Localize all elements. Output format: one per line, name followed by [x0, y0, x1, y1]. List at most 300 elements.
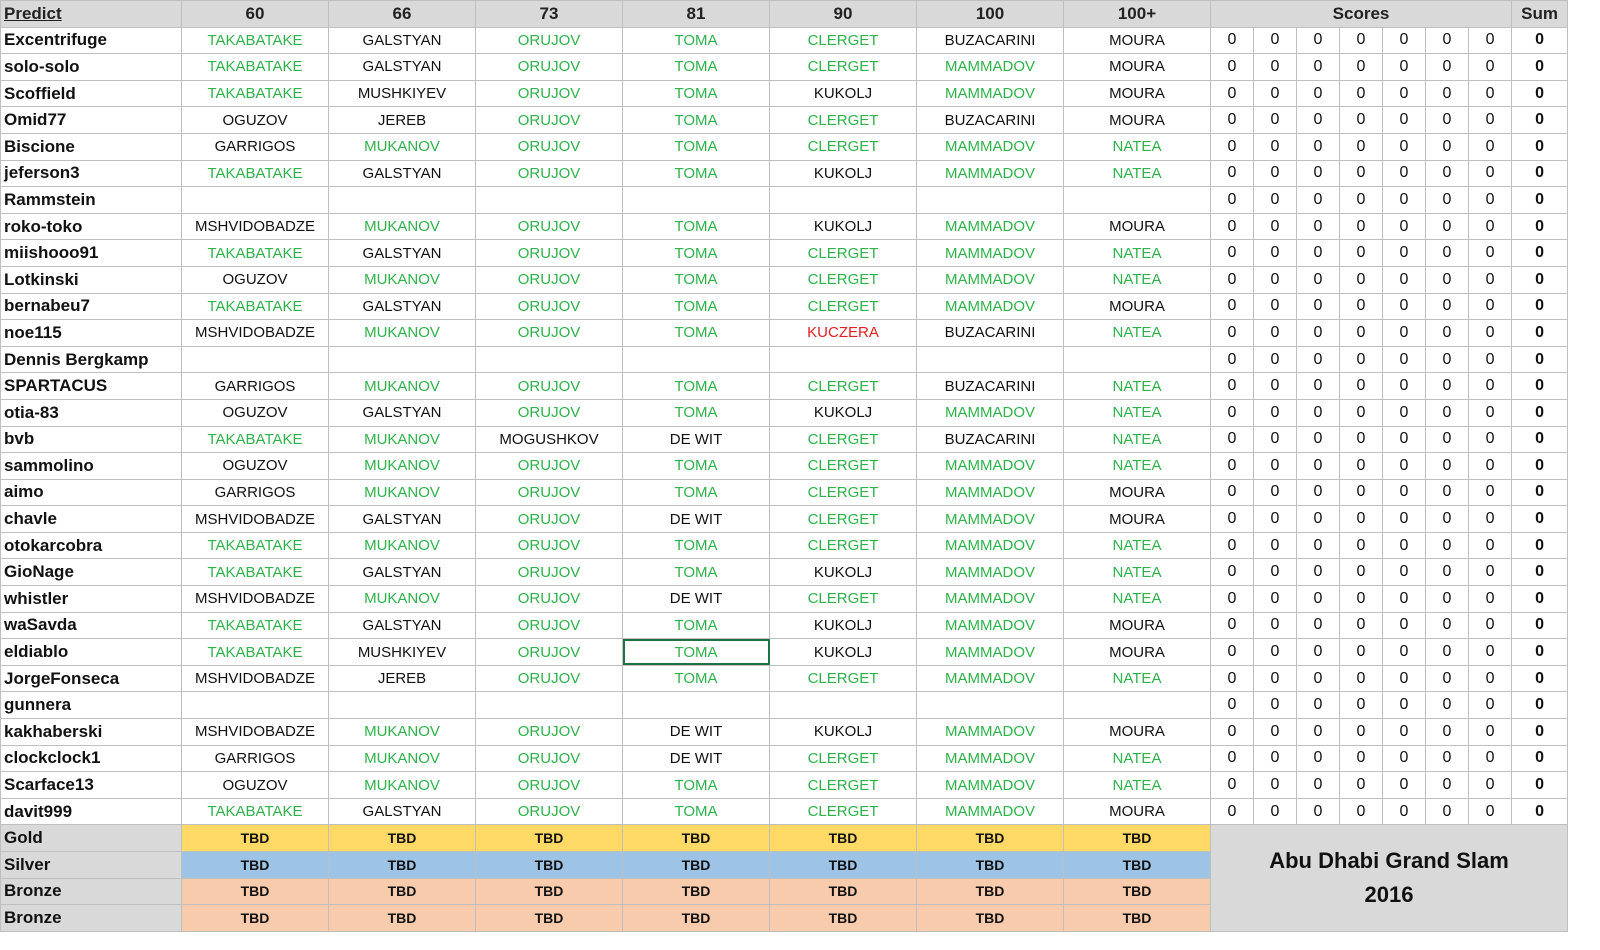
prediction-cell[interactable]	[329, 346, 476, 373]
score-cell[interactable]: 0	[1211, 399, 1254, 426]
score-cell[interactable]: 0	[1297, 639, 1340, 666]
score-cell[interactable]: 0	[1254, 320, 1297, 347]
prediction-cell[interactable]: MOURA	[1064, 107, 1211, 134]
medal-result-cell[interactable]: TBD	[917, 905, 1064, 932]
score-cell[interactable]: 0	[1297, 107, 1340, 134]
player-name[interactable]: eldiablo	[1, 639, 182, 666]
score-cell[interactable]: 0	[1254, 798, 1297, 825]
player-name[interactable]: bvb	[1, 426, 182, 453]
prediction-cell[interactable]: MUKANOV	[329, 719, 476, 746]
score-cell[interactable]: 0	[1340, 772, 1383, 799]
prediction-cell[interactable]	[623, 346, 770, 373]
medal-label[interactable]: Bronze	[1, 878, 182, 905]
prediction-cell[interactable]: MAMMADOV	[917, 612, 1064, 639]
sum-cell[interactable]: 0	[1512, 80, 1568, 107]
weight-class-header[interactable]: 100	[917, 1, 1064, 28]
prediction-cell[interactable]: ORUJOV	[476, 559, 623, 586]
score-cell[interactable]: 0	[1426, 665, 1469, 692]
scores-header[interactable]: Scores	[1211, 1, 1512, 28]
prediction-cell[interactable]: TOMA	[623, 213, 770, 240]
score-cell[interactable]: 0	[1254, 612, 1297, 639]
score-cell[interactable]: 0	[1469, 772, 1512, 799]
prediction-cell[interactable]: NATEA	[1064, 240, 1211, 267]
score-cell[interactable]: 0	[1254, 719, 1297, 746]
prediction-cell[interactable]: MUKANOV	[329, 213, 476, 240]
prediction-cell[interactable]: TOMA	[623, 559, 770, 586]
score-cell[interactable]: 0	[1340, 293, 1383, 320]
score-cell[interactable]: 0	[1383, 639, 1426, 666]
sum-cell[interactable]: 0	[1512, 772, 1568, 799]
prediction-cell[interactable]: MAMMADOV	[917, 133, 1064, 160]
medal-result-cell[interactable]: TBD	[623, 878, 770, 905]
score-cell[interactable]: 0	[1254, 639, 1297, 666]
prediction-cell[interactable]: MUKANOV	[329, 453, 476, 480]
score-cell[interactable]: 0	[1383, 373, 1426, 400]
score-cell[interactable]: 0	[1297, 187, 1340, 214]
medal-result-cell[interactable]: TBD	[623, 905, 770, 932]
prediction-cell[interactable]: TAKABATAKE	[182, 160, 329, 187]
prediction-cell[interactable]: KUCZERA	[770, 320, 917, 347]
player-name[interactable]: Rammstein	[1, 187, 182, 214]
score-cell[interactable]: 0	[1383, 266, 1426, 293]
score-cell[interactable]: 0	[1426, 373, 1469, 400]
score-cell[interactable]: 0	[1211, 772, 1254, 799]
prediction-cell[interactable]: MAMMADOV	[917, 559, 1064, 586]
score-cell[interactable]: 0	[1340, 27, 1383, 54]
player-name[interactable]: Excentrifuge	[1, 27, 182, 54]
prediction-cell[interactable]: NATEA	[1064, 559, 1211, 586]
prediction-cell[interactable]	[182, 187, 329, 214]
prediction-cell[interactable]: ORUJOV	[476, 80, 623, 107]
prediction-cell[interactable]: TOMA	[623, 612, 770, 639]
score-cell[interactable]: 0	[1340, 240, 1383, 267]
score-cell[interactable]: 0	[1469, 532, 1512, 559]
score-cell[interactable]: 0	[1469, 559, 1512, 586]
medal-result-cell[interactable]: TBD	[329, 825, 476, 852]
medal-result-cell[interactable]: TBD	[770, 878, 917, 905]
prediction-cell[interactable]: MUKANOV	[329, 532, 476, 559]
score-cell[interactable]: 0	[1426, 80, 1469, 107]
score-cell[interactable]: 0	[1340, 745, 1383, 772]
sum-cell[interactable]: 0	[1512, 612, 1568, 639]
score-cell[interactable]: 0	[1426, 586, 1469, 613]
score-cell[interactable]: 0	[1254, 54, 1297, 81]
medal-result-cell[interactable]: TBD	[182, 825, 329, 852]
score-cell[interactable]: 0	[1383, 240, 1426, 267]
prediction-cell[interactable]	[329, 187, 476, 214]
prediction-cell[interactable]: CLERGET	[770, 293, 917, 320]
score-cell[interactable]: 0	[1211, 293, 1254, 320]
prediction-cell[interactable]	[1064, 187, 1211, 214]
score-cell[interactable]: 0	[1383, 293, 1426, 320]
prediction-cell[interactable]: KUKOLJ	[770, 213, 917, 240]
player-name[interactable]: Lotkinski	[1, 266, 182, 293]
prediction-cell[interactable]: ORUJOV	[476, 213, 623, 240]
score-cell[interactable]: 0	[1211, 586, 1254, 613]
prediction-cell[interactable]: GARRIGOS	[182, 373, 329, 400]
prediction-cell[interactable]: NATEA	[1064, 133, 1211, 160]
prediction-cell[interactable]: TAKABATAKE	[182, 639, 329, 666]
prediction-cell[interactable]: BUZACARINI	[917, 426, 1064, 453]
prediction-cell[interactable]: MOURA	[1064, 293, 1211, 320]
prediction-cell[interactable]: NATEA	[1064, 426, 1211, 453]
score-cell[interactable]: 0	[1297, 399, 1340, 426]
score-cell[interactable]: 0	[1340, 586, 1383, 613]
prediction-cell[interactable]: CLERGET	[770, 798, 917, 825]
score-cell[interactable]: 0	[1383, 586, 1426, 613]
score-cell[interactable]: 0	[1211, 266, 1254, 293]
prediction-cell[interactable]: MOURA	[1064, 612, 1211, 639]
score-cell[interactable]: 0	[1383, 532, 1426, 559]
score-cell[interactable]: 0	[1469, 506, 1512, 533]
score-cell[interactable]: 0	[1383, 320, 1426, 347]
score-cell[interactable]: 0	[1297, 506, 1340, 533]
prediction-cell[interactable]	[917, 187, 1064, 214]
score-cell[interactable]: 0	[1383, 798, 1426, 825]
score-cell[interactable]: 0	[1469, 719, 1512, 746]
prediction-cell[interactable]: JEREB	[329, 665, 476, 692]
score-cell[interactable]: 0	[1211, 559, 1254, 586]
prediction-cell[interactable]: MAMMADOV	[917, 160, 1064, 187]
weight-class-header[interactable]: 73	[476, 1, 623, 28]
prediction-cell[interactable]: NATEA	[1064, 772, 1211, 799]
score-cell[interactable]: 0	[1340, 639, 1383, 666]
prediction-cell[interactable]: ORUJOV	[476, 27, 623, 54]
prediction-cell[interactable]: MAMMADOV	[917, 213, 1064, 240]
score-cell[interactable]: 0	[1340, 160, 1383, 187]
prediction-cell[interactable]: BUZACARINI	[917, 373, 1064, 400]
prediction-cell[interactable]: MAMMADOV	[917, 479, 1064, 506]
prediction-cell[interactable]: TOMA	[623, 107, 770, 134]
score-cell[interactable]: 0	[1340, 54, 1383, 81]
prediction-cell[interactable]: ORUJOV	[476, 453, 623, 480]
prediction-cell[interactable]: GARRIGOS	[182, 133, 329, 160]
score-cell[interactable]: 0	[1254, 133, 1297, 160]
prediction-cell[interactable]: TAKABATAKE	[182, 612, 329, 639]
score-cell[interactable]: 0	[1426, 479, 1469, 506]
prediction-cell[interactable]: KUKOLJ	[770, 612, 917, 639]
prediction-cell[interactable]: DE WIT	[623, 506, 770, 533]
prediction-cell[interactable]: KUKOLJ	[770, 80, 917, 107]
score-cell[interactable]: 0	[1211, 665, 1254, 692]
prediction-cell[interactable]: CLERGET	[770, 665, 917, 692]
score-cell[interactable]: 0	[1297, 586, 1340, 613]
sum-cell[interactable]: 0	[1512, 426, 1568, 453]
score-cell[interactable]: 0	[1297, 426, 1340, 453]
prediction-cell[interactable]: TAKABATAKE	[182, 54, 329, 81]
prediction-cell[interactable]	[476, 187, 623, 214]
score-cell[interactable]: 0	[1297, 745, 1340, 772]
score-cell[interactable]: 0	[1211, 27, 1254, 54]
score-cell[interactable]: 0	[1297, 240, 1340, 267]
score-cell[interactable]: 0	[1383, 160, 1426, 187]
score-cell[interactable]: 0	[1211, 506, 1254, 533]
prediction-cell[interactable]: MAMMADOV	[917, 293, 1064, 320]
score-cell[interactable]: 0	[1254, 586, 1297, 613]
sum-cell[interactable]: 0	[1512, 639, 1568, 666]
prediction-cell[interactable]: KUKOLJ	[770, 719, 917, 746]
medal-result-cell[interactable]: TBD	[1064, 852, 1211, 879]
score-cell[interactable]: 0	[1426, 346, 1469, 373]
score-cell[interactable]: 0	[1383, 745, 1426, 772]
prediction-cell[interactable]: TOMA	[623, 532, 770, 559]
prediction-cell[interactable]: GARRIGOS	[182, 479, 329, 506]
prediction-cell[interactable]	[917, 346, 1064, 373]
score-cell[interactable]: 0	[1469, 426, 1512, 453]
sum-cell[interactable]: 0	[1512, 320, 1568, 347]
score-cell[interactable]: 0	[1254, 187, 1297, 214]
score-cell[interactable]: 0	[1340, 320, 1383, 347]
sum-cell[interactable]: 0	[1512, 586, 1568, 613]
prediction-cell[interactable]: MOURA	[1064, 213, 1211, 240]
prediction-cell[interactable]: MOURA	[1064, 719, 1211, 746]
score-cell[interactable]: 0	[1426, 320, 1469, 347]
prediction-cell[interactable]: NATEA	[1064, 320, 1211, 347]
prediction-cell[interactable]: KUKOLJ	[770, 639, 917, 666]
prediction-cell[interactable]: TAKABATAKE	[182, 27, 329, 54]
score-cell[interactable]: 0	[1340, 80, 1383, 107]
score-cell[interactable]: 0	[1254, 27, 1297, 54]
score-cell[interactable]: 0	[1340, 665, 1383, 692]
prediction-cell[interactable]: ORUJOV	[476, 479, 623, 506]
prediction-cell[interactable]: MOURA	[1064, 798, 1211, 825]
sum-cell[interactable]: 0	[1512, 745, 1568, 772]
prediction-cell[interactable]	[770, 692, 917, 719]
score-cell[interactable]: 0	[1297, 27, 1340, 54]
score-cell[interactable]: 0	[1340, 798, 1383, 825]
sum-cell[interactable]: 0	[1512, 373, 1568, 400]
prediction-cell[interactable]: MUSHKIYEV	[329, 80, 476, 107]
player-name[interactable]: Scoffield	[1, 80, 182, 107]
prediction-cell[interactable]	[1064, 692, 1211, 719]
prediction-cell[interactable]: CLERGET	[770, 772, 917, 799]
score-cell[interactable]: 0	[1297, 559, 1340, 586]
score-cell[interactable]: 0	[1254, 213, 1297, 240]
sum-cell[interactable]: 0	[1512, 133, 1568, 160]
score-cell[interactable]: 0	[1340, 532, 1383, 559]
score-cell[interactable]: 0	[1211, 320, 1254, 347]
prediction-cell[interactable]: MAMMADOV	[917, 586, 1064, 613]
player-name[interactable]: roko-toko	[1, 213, 182, 240]
prediction-cell[interactable]: NATEA	[1064, 266, 1211, 293]
prediction-cell[interactable]: TOMA	[623, 160, 770, 187]
prediction-cell[interactable]: OGUZOV	[182, 266, 329, 293]
score-cell[interactable]: 0	[1383, 54, 1426, 81]
score-cell[interactable]: 0	[1297, 293, 1340, 320]
sum-cell[interactable]: 0	[1512, 559, 1568, 586]
sum-cell[interactable]: 0	[1512, 399, 1568, 426]
prediction-cell[interactable]: TOMA	[623, 639, 770, 666]
prediction-cell[interactable]: MUKANOV	[329, 133, 476, 160]
score-cell[interactable]: 0	[1469, 479, 1512, 506]
score-cell[interactable]: 0	[1211, 160, 1254, 187]
score-cell[interactable]: 0	[1426, 798, 1469, 825]
score-cell[interactable]: 0	[1340, 373, 1383, 400]
prediction-cell[interactable]: MOURA	[1064, 80, 1211, 107]
medal-result-cell[interactable]: TBD	[476, 825, 623, 852]
prediction-cell[interactable]: MOURA	[1064, 479, 1211, 506]
player-name[interactable]: JorgeFonseca	[1, 665, 182, 692]
prediction-cell[interactable]: TOMA	[623, 772, 770, 799]
sum-cell[interactable]: 0	[1512, 54, 1568, 81]
score-cell[interactable]: 0	[1211, 532, 1254, 559]
player-name[interactable]: kakhaberski	[1, 719, 182, 746]
prediction-cell[interactable]: MSHVIDOBADZE	[182, 586, 329, 613]
prediction-cell[interactable]	[1064, 346, 1211, 373]
score-cell[interactable]: 0	[1469, 320, 1512, 347]
score-cell[interactable]: 0	[1469, 27, 1512, 54]
score-cell[interactable]: 0	[1297, 532, 1340, 559]
prediction-cell[interactable]: MSHVIDOBADZE	[182, 665, 329, 692]
score-cell[interactable]: 0	[1469, 399, 1512, 426]
medal-result-cell[interactable]: TBD	[623, 825, 770, 852]
score-cell[interactable]: 0	[1254, 426, 1297, 453]
sum-cell[interactable]: 0	[1512, 798, 1568, 825]
score-cell[interactable]: 0	[1340, 133, 1383, 160]
medal-label[interactable]: Gold	[1, 825, 182, 852]
medal-result-cell[interactable]: TBD	[476, 905, 623, 932]
prediction-cell[interactable]: MAMMADOV	[917, 665, 1064, 692]
predict-header[interactable]: Predict	[1, 1, 182, 28]
score-cell[interactable]: 0	[1426, 506, 1469, 533]
score-cell[interactable]: 0	[1211, 798, 1254, 825]
score-cell[interactable]: 0	[1340, 559, 1383, 586]
prediction-cell[interactable]: ORUJOV	[476, 240, 623, 267]
prediction-cell[interactable]: ORUJOV	[476, 133, 623, 160]
prediction-cell[interactable]: ORUJOV	[476, 293, 623, 320]
player-name[interactable]: Biscione	[1, 133, 182, 160]
prediction-cell[interactable]: MAMMADOV	[917, 798, 1064, 825]
player-name[interactable]: sammolino	[1, 453, 182, 480]
score-cell[interactable]: 0	[1469, 160, 1512, 187]
score-cell[interactable]: 0	[1469, 266, 1512, 293]
score-cell[interactable]: 0	[1340, 453, 1383, 480]
medal-result-cell[interactable]: TBD	[1064, 878, 1211, 905]
score-cell[interactable]: 0	[1426, 240, 1469, 267]
prediction-cell[interactable]: TOMA	[623, 373, 770, 400]
prediction-cell[interactable]: NATEA	[1064, 399, 1211, 426]
medal-result-cell[interactable]: TBD	[917, 852, 1064, 879]
player-name[interactable]: whistler	[1, 586, 182, 613]
medal-result-cell[interactable]: TBD	[770, 852, 917, 879]
score-cell[interactable]: 0	[1340, 399, 1383, 426]
prediction-cell[interactable]: ORUJOV	[476, 107, 623, 134]
prediction-cell[interactable]: TOMA	[623, 399, 770, 426]
prediction-cell[interactable]: TOMA	[623, 27, 770, 54]
score-cell[interactable]: 0	[1469, 798, 1512, 825]
score-cell[interactable]: 0	[1426, 399, 1469, 426]
prediction-cell[interactable]: ORUJOV	[476, 586, 623, 613]
score-cell[interactable]: 0	[1426, 213, 1469, 240]
score-cell[interactable]: 0	[1383, 506, 1426, 533]
score-cell[interactable]: 0	[1383, 719, 1426, 746]
prediction-cell[interactable]: ORUJOV	[476, 798, 623, 825]
score-cell[interactable]: 0	[1211, 612, 1254, 639]
score-cell[interactable]: 0	[1340, 213, 1383, 240]
score-cell[interactable]: 0	[1297, 266, 1340, 293]
prediction-cell[interactable]: TAKABATAKE	[182, 293, 329, 320]
prediction-cell[interactable]: MSHVIDOBADZE	[182, 506, 329, 533]
score-cell[interactable]: 0	[1383, 107, 1426, 134]
prediction-cell[interactable]: MUSHKIYEV	[329, 639, 476, 666]
prediction-cell[interactable]: MSHVIDOBADZE	[182, 320, 329, 347]
score-cell[interactable]: 0	[1211, 240, 1254, 267]
score-cell[interactable]: 0	[1469, 692, 1512, 719]
prediction-cell[interactable]: TOMA	[623, 798, 770, 825]
score-cell[interactable]: 0	[1254, 346, 1297, 373]
prediction-cell[interactable]: ORUJOV	[476, 639, 623, 666]
score-cell[interactable]: 0	[1426, 559, 1469, 586]
score-cell[interactable]: 0	[1297, 772, 1340, 799]
prediction-cell[interactable]: NATEA	[1064, 373, 1211, 400]
score-cell[interactable]: 0	[1254, 665, 1297, 692]
score-cell[interactable]: 0	[1297, 453, 1340, 480]
prediction-cell[interactable]	[476, 692, 623, 719]
score-cell[interactable]: 0	[1469, 240, 1512, 267]
score-cell[interactable]: 0	[1211, 133, 1254, 160]
prediction-cell[interactable]: CLERGET	[770, 506, 917, 533]
prediction-cell[interactable]: GALSTYAN	[329, 506, 476, 533]
score-cell[interactable]: 0	[1254, 453, 1297, 480]
prediction-cell[interactable]: MUKANOV	[329, 266, 476, 293]
score-cell[interactable]: 0	[1383, 559, 1426, 586]
prediction-cell[interactable]: KUKOLJ	[770, 160, 917, 187]
score-cell[interactable]: 0	[1211, 692, 1254, 719]
score-cell[interactable]: 0	[1469, 187, 1512, 214]
score-cell[interactable]: 0	[1426, 27, 1469, 54]
prediction-cell[interactable]: MSHVIDOBADZE	[182, 719, 329, 746]
score-cell[interactable]: 0	[1254, 266, 1297, 293]
score-cell[interactable]: 0	[1426, 453, 1469, 480]
prediction-cell[interactable]: CLERGET	[770, 107, 917, 134]
score-cell[interactable]: 0	[1254, 293, 1297, 320]
score-cell[interactable]: 0	[1383, 612, 1426, 639]
score-cell[interactable]: 0	[1254, 532, 1297, 559]
prediction-cell[interactable]: CLERGET	[770, 54, 917, 81]
prediction-cell[interactable]: MAMMADOV	[917, 745, 1064, 772]
score-cell[interactable]: 0	[1211, 373, 1254, 400]
prediction-cell[interactable]	[623, 692, 770, 719]
score-cell[interactable]: 0	[1383, 346, 1426, 373]
prediction-cell[interactable]: MUKANOV	[329, 426, 476, 453]
prediction-cell[interactable]: CLERGET	[770, 586, 917, 613]
score-cell[interactable]: 0	[1426, 160, 1469, 187]
player-name[interactable]: Omid77	[1, 107, 182, 134]
player-name[interactable]: davit999	[1, 798, 182, 825]
score-cell[interactable]: 0	[1297, 612, 1340, 639]
score-cell[interactable]: 0	[1426, 293, 1469, 320]
medal-result-cell[interactable]: TBD	[182, 852, 329, 879]
player-name[interactable]: waSavda	[1, 612, 182, 639]
score-cell[interactable]: 0	[1469, 80, 1512, 107]
player-name[interactable]: noe115	[1, 320, 182, 347]
weight-class-header[interactable]: 81	[623, 1, 770, 28]
score-cell[interactable]: 0	[1340, 612, 1383, 639]
prediction-cell[interactable]: NATEA	[1064, 665, 1211, 692]
score-cell[interactable]: 0	[1254, 160, 1297, 187]
sum-cell[interactable]: 0	[1512, 532, 1568, 559]
score-cell[interactable]: 0	[1211, 187, 1254, 214]
medal-result-cell[interactable]: TBD	[182, 905, 329, 932]
prediction-cell[interactable]: ORUJOV	[476, 266, 623, 293]
prediction-cell[interactable]: TOMA	[623, 54, 770, 81]
prediction-cell[interactable]: NATEA	[1064, 745, 1211, 772]
score-cell[interactable]: 0	[1340, 506, 1383, 533]
score-cell[interactable]: 0	[1383, 665, 1426, 692]
player-name[interactable]: gunnera	[1, 692, 182, 719]
prediction-cell[interactable]: GALSTYAN	[329, 612, 476, 639]
score-cell[interactable]: 0	[1469, 107, 1512, 134]
